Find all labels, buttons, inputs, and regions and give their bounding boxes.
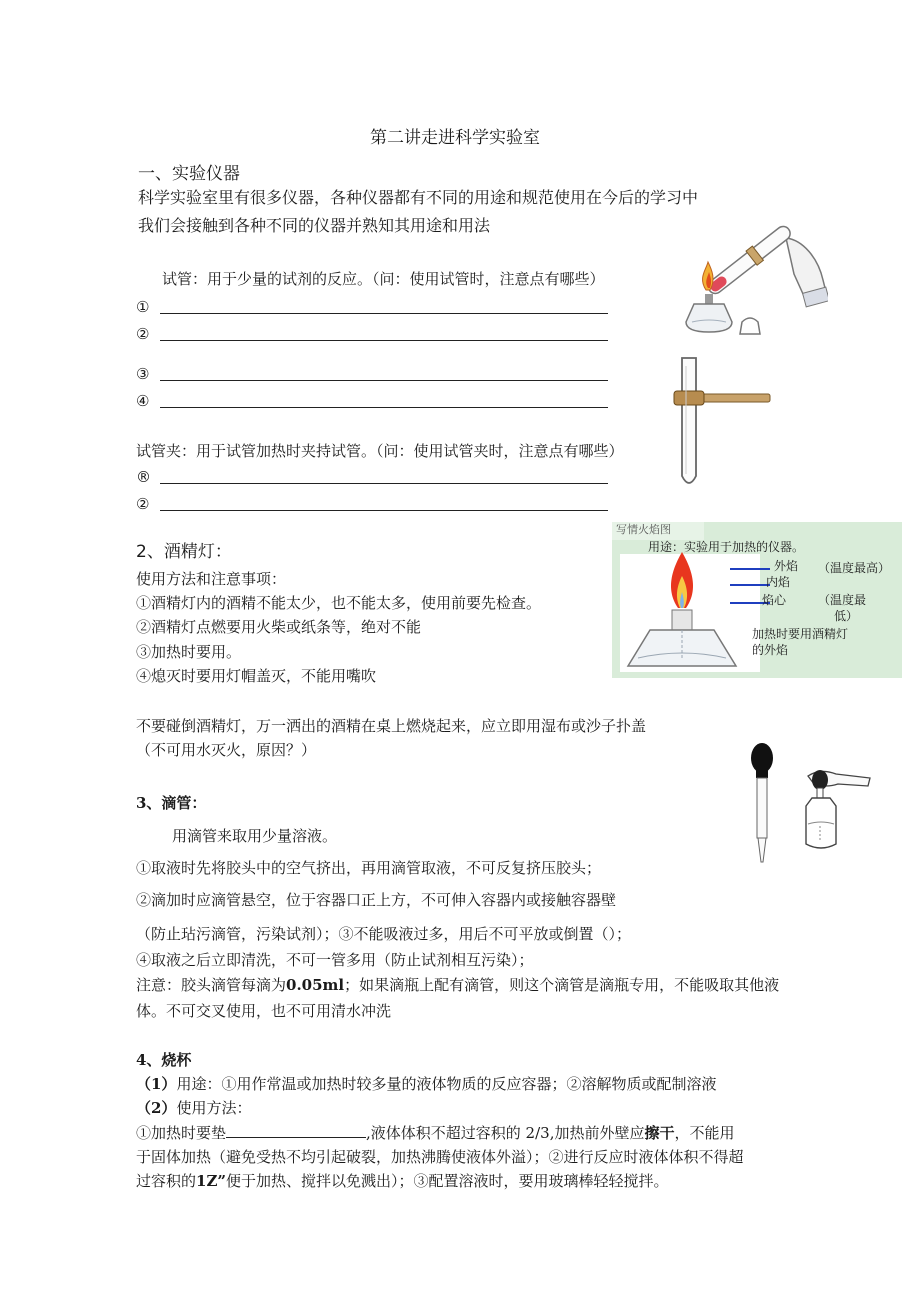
beaker-rule-emphasis: 1Z” [196,1172,227,1190]
dropper-note: 体。不可交叉使用，也不可用清水冲洗 [136,1002,392,1020]
intro-text: 我们会接触到各种不同的仪器并熟知其用途和用法 [138,216,491,235]
dropper-rule-text: ②滴加时应滴管悬空，位于容器口正上方， [136,891,422,909]
answer-marker: ① [136,298,150,316]
dropper-usage [172,826,337,846]
dropper-rule [136,924,631,944]
fire-warning: （不可用水灭火，原因？） [136,741,317,759]
dropper-rule [136,858,601,878]
beaker-method-text: 使用方法： [176,1099,252,1117]
lamp-rule: ④熄灭时要用灯帽盖灭，不能用嘴吹 [136,667,377,685]
answer-line[interactable] [160,313,608,314]
answer-marker: ② [136,325,150,343]
inner-flame-label: 内焰 [766,575,791,589]
dropper-heading: 3、滴管： [136,794,207,812]
figure-header: 写情火焰图 [616,523,671,536]
inner-flame-pointer [730,584,770,586]
lamp-rule: ①酒精灯内的酒精不能太少，也不能太多，使用前要先检查。 [136,594,542,612]
dropper-note-text: 注意：胶头滴管每滴为 [136,976,287,994]
dropper-usage-text: 用少量溶液。 [247,827,338,845]
beaker-rule [136,1123,735,1143]
beaker-rule [136,1171,669,1191]
beaker-rule-text: ，不能用 [674,1124,735,1142]
beaker-usage-text: 用途：①用作常温或加热时较多量的液体物质的反应容器；②溶解物质或配制溶液 [176,1075,717,1093]
beaker-rule: 于固体加热（避免受热不均引起破裂，加热沸腾使液体外溢）；②进行反应时液体体积不得超 [136,1148,744,1166]
answer-line[interactable] [160,483,608,484]
dropper-figure [748,740,878,866]
beaker-rule-text: ,液体体积不超过容积的 2/3,加热前外壁应 [366,1124,645,1142]
section-heading: 一、实验仪器 [138,164,240,184]
beaker-method [136,1098,251,1118]
alcohol-lamp-icon [620,548,760,674]
dropper-rule: ④取液之后立即清洗，不可一管多用（防止试剂相互污染）； [136,951,534,969]
answer-marker: ② [136,495,150,513]
beaker-rule-text: 过容积的 [136,1172,197,1190]
test-tube-holder-figure [666,356,774,494]
answer-marker: ④ [136,392,150,410]
lamp-rule: ③加热时要用。 [136,643,242,661]
temp-high-label: （温度最高） [818,561,891,575]
heating-note: 加热时要用酒精灯 [752,627,849,641]
outer-flame-label: 外焰 [774,559,799,573]
beaker-rule-text: ①加热时要垫 [136,1124,227,1142]
beaker-heading: 4、烧杯 [136,1051,192,1069]
answer-marker: ③ [136,365,150,383]
usage-caption: 用途：实验用于加热的仪器。 [648,540,805,554]
temp-low-label: 低） [834,609,859,623]
beaker-usage [136,1074,716,1094]
outer-flame-pointer [730,568,770,570]
dropper-rule-emphasis: 不可伸入容器内或接触容器壁 [421,891,617,909]
dropper-rule-emphasis: 不可反复挤压胶头； [466,859,602,877]
answer-line[interactable] [160,510,608,511]
beaker-rule-emphasis: 擦干 [644,1124,675,1142]
heating-note: 的外焰 [752,643,789,657]
temp-low-label: （温度最 [818,593,867,607]
flame-core-label: 焰心 [762,593,787,607]
dropper-note-text: ；如果滴瓶上配有滴管，则这个滴管是滴瓶专用，不能吸取其他液 [344,976,780,994]
answer-line[interactable] [160,407,608,408]
flame-structure-figure [612,522,902,678]
dropper-usage-bold: 用滴管来取 [172,827,248,845]
dropper-rule-emphasis: 可平放或倒置（）； [503,925,632,943]
dropper-note-volume: 0.05ml [286,976,345,994]
tube-holder-label: 试管夹：用于试管加热时夹持试管。（问：使用试管夹时，注意点有哪些） [136,442,624,460]
test-tube-label: 试管：用于少量的试剂的反应。（问：使用试管时，注意点有哪些） [162,270,605,288]
fill-in-blank[interactable] [226,1123,366,1138]
alcohol-lamp-subheading: 使用方法和注意事项： [136,570,287,588]
beaker-usage-number: （1） [136,1075,177,1093]
alcohol-lamp-heading: 2、酒精灯： [136,542,232,562]
answer-line[interactable] [160,380,608,381]
answer-line[interactable] [160,340,608,341]
test-tube-heating-figure [668,210,828,342]
dropper-rule-text: ①取液时先将胶头中的空气挤出，再用滴管取液， [136,859,467,877]
page-title: 第二讲走进科学实验室 [370,128,540,148]
lamp-rule: ②酒精灯点燃要用火柴或纸条等，绝对不能 [136,618,422,636]
dropper-rule-text: （防止玷污滴管，污染试剂）；③不能吸液过多，用后不 [136,925,504,943]
intro-text: 科学实验室里有很多仪器，各种仪器都有不同的用途和规范使用在今后的学习中 [138,188,699,207]
answer-marker: ® [136,468,151,486]
dropper-note [136,975,779,995]
fire-warning: 不要碰倒酒精灯，万一洒出的酒精在桌上燃烧起来，应立即用湿布或沙子扑盖 [136,717,647,735]
beaker-method-number: （2） [136,1099,177,1117]
dropper-rule [136,890,616,910]
beaker-rule-text: 便于加热、搅拌以免溅出）；③配置溶液时，要用玻璃棒轻轻搅拌。 [226,1172,669,1190]
